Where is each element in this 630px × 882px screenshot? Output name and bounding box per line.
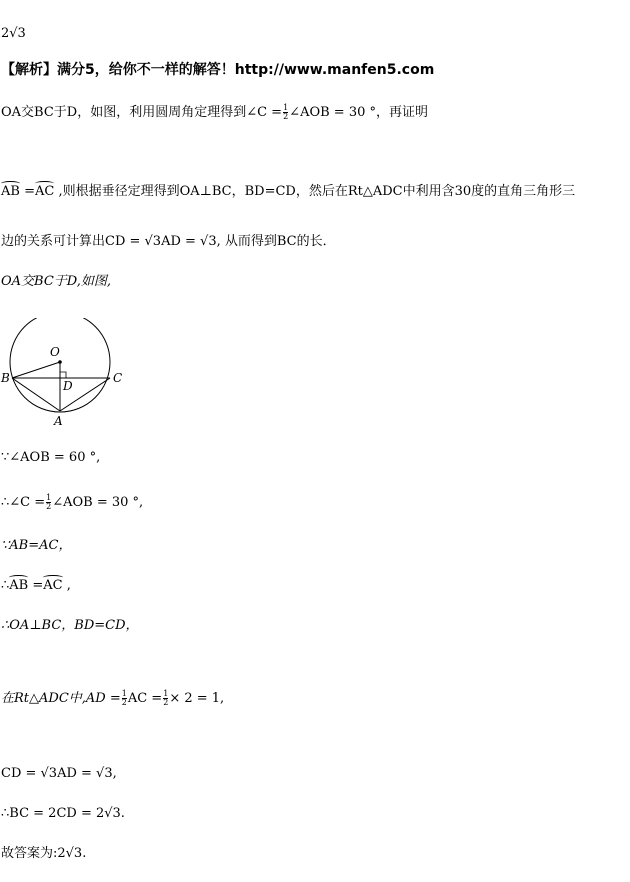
step7-pre: 在Rt△ADC中,AD = xyxy=(1,691,121,706)
analysis-tag: 【解析】 xyxy=(1,62,57,78)
summary-line-1 xyxy=(1,104,428,121)
center-point-o xyxy=(58,360,62,364)
fraction-num: 1 xyxy=(163,689,169,698)
summary-line-3: 边的关系可计算出CD = √3AD = √3, 从而得到BC的长． xyxy=(1,234,336,249)
fraction-half xyxy=(122,690,127,707)
step-ad-value xyxy=(1,690,224,707)
step-equal-chords: ∵AB=AC， xyxy=(1,538,72,553)
step-bc-value: ∴BC = 2CD = 2√3. xyxy=(1,806,125,821)
step5-pre: ∴ xyxy=(1,578,10,593)
fraction-num: 1 xyxy=(283,103,289,112)
step-perpendicular: ∴OA⊥BC，BD=CD， xyxy=(1,618,139,633)
step7-post: × 2 = 1, xyxy=(169,691,225,706)
step5-post: , xyxy=(62,578,71,593)
fraction-den: 2 xyxy=(283,112,289,121)
fraction-num: 1 xyxy=(46,493,52,502)
step-cd-value: CD = √3AD = √3, xyxy=(1,766,117,781)
step-equal-arcs xyxy=(1,578,71,594)
fraction-den: 2 xyxy=(121,698,127,707)
fraction-den: 2 xyxy=(46,502,52,511)
summary-l1-text: OA交BC于D，如图，利用圆周角定理得到∠C = xyxy=(1,105,283,120)
label-o: O xyxy=(50,345,60,359)
label-d: D xyxy=(63,379,73,393)
arc-equals: = xyxy=(19,184,35,199)
arc-ab: AB xyxy=(9,578,29,593)
fraction-half xyxy=(46,494,51,511)
arc-ac: AC xyxy=(34,184,55,199)
step-intro: OA交BC于D,如图, xyxy=(1,274,112,289)
step7-mid: AC = xyxy=(127,691,163,706)
segment-ob xyxy=(12,362,60,378)
label-b: B xyxy=(1,371,10,385)
summary-l1-post: ∠AOB = 30 °，再证明 xyxy=(289,105,428,120)
arc-equals: = xyxy=(28,578,44,593)
circle-diagram xyxy=(0,318,140,430)
step3-pre: ∴∠C = xyxy=(1,495,46,510)
step-given-angle: ∵∠AOB = 60 °, xyxy=(1,450,101,465)
step-angle-c xyxy=(1,494,143,511)
label-a: A xyxy=(54,414,63,428)
arc-ab: AB xyxy=(1,184,20,199)
analysis-source-text: 满分5，给你不一样的解答！http://www.manfen5.com xyxy=(57,62,435,78)
analysis-header xyxy=(1,62,434,78)
answer-top: 2√3 xyxy=(1,26,26,41)
final-answer: 故答案为:2√3. xyxy=(1,846,87,861)
fraction-half xyxy=(163,690,168,707)
arc-ac: AC xyxy=(43,578,63,593)
summary-l2-text: ,则根据垂径定理得到OA⊥BC，BD=CD，然后在Rt△ADC中利用含30度的直角三角形三 xyxy=(54,184,576,199)
label-c: C xyxy=(113,371,123,385)
fraction-half xyxy=(283,104,288,121)
fraction-num: 1 xyxy=(121,689,127,698)
fraction-den: 2 xyxy=(163,698,169,707)
summary-line-2 xyxy=(1,184,575,200)
step3-post: ∠AOB = 30 °, xyxy=(52,495,144,510)
right-angle-mark xyxy=(60,372,66,378)
